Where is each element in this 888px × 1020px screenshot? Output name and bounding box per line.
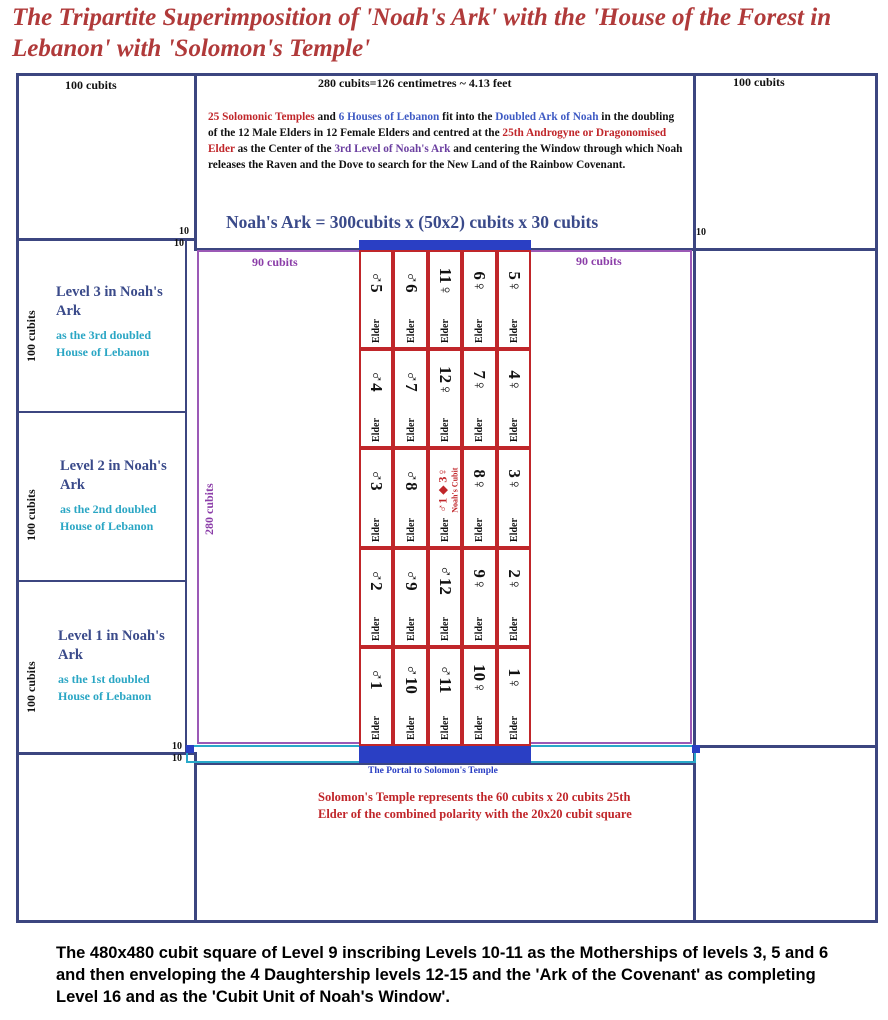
bottom-center-box [194,762,696,923]
center-elder-symbol [434,456,460,525]
marker-ten-bottom-left: 10 [172,741,182,752]
elder-word: Elder [405,616,417,641]
elder-word: Elder [508,616,520,641]
elder-symbol: 6♀ [470,271,490,293]
elder-symbol: 2♀ [504,568,524,591]
level-1-sub: as the 1st doubled House of Lebanon [58,672,152,703]
elder-word: Elder [474,616,486,641]
elder-cell [393,647,427,746]
elder-symbol: ♂11 [435,664,455,694]
center-elder-caption: Noah's Cubit [450,468,459,514]
portal-bar-right [692,745,700,753]
portal-bar-left [186,745,194,753]
desc-25th-elder: 25th Androgyne or Dragonomised Elder [208,127,667,155]
elder-symbol: 4♀ [504,370,524,392]
elder-word: Elder [474,319,486,344]
elder-cell [462,548,496,647]
elder-cell [359,647,393,746]
elder-symbol: ♂6 [401,271,421,293]
right-middle-box [693,248,878,748]
elder-word: Elder [371,517,383,542]
elder-symbol: 5♀ [504,271,524,293]
elder-word: Elder [474,716,486,740]
elder-symbol: ♂2 [367,568,387,591]
desc-3rd-level: 3rd Level of Noah's Ark [334,143,451,155]
elder-word: Elder [474,418,486,443]
desc-part-10: and centering the Window through which Noah releases the Raven and the Dove to search for the New Land of the Rainbow Covenant. [208,143,683,171]
marker-ten-top-left: 10 [179,226,189,237]
elder-word: Elder [439,716,451,740]
elder-symbol: 10♀ [470,663,490,694]
elder-symbol: 9♀ [470,568,490,591]
elder-symbol: 7♀ [470,370,490,392]
inner-height-label: 280 cubits [202,483,216,535]
elder-symbol: ♂1 [367,668,387,690]
elder-word: Elder [439,319,451,344]
elder-cell [497,548,531,647]
ark-formula: Noah's Ark = 300cubits x (50x2) cubits x 30 cubits [226,212,599,232]
elder-word: Elder [508,517,520,542]
elder-cell [497,250,531,349]
elder-cell [497,647,531,746]
elder-cell [462,349,496,448]
elder-word: Elder [508,716,520,740]
level-2-block [60,457,172,535]
elder-symbol: ♂7 [401,370,421,392]
elder-cell [462,250,496,349]
elder-symbol: ♂5 [367,271,387,293]
temple-column [359,240,531,763]
elder-symbol: ♂10 [401,663,421,694]
bottom-right-box [693,745,878,923]
desc-doubled-ark: Doubled Ark of Noah [495,111,599,123]
desc-temples: 25 Solomonic Temples [208,111,315,123]
elder-word: Elder [508,319,520,344]
elder-cell [462,647,496,746]
level-divider-2 [16,580,187,582]
desc-houses: 6 Houses of Lebanon [338,111,440,123]
desc-part-8: as the Center of the [234,143,335,155]
elder-symbol: ♂9 [401,568,421,591]
elder-cell [359,250,393,349]
elder-symbol: ♂12 [435,564,455,595]
marker-ten-bottom-left-2: 10 [172,753,182,764]
left-width-label: 90 cubits [252,255,298,269]
elder-cell [393,548,427,647]
elder-word: Elder [439,616,451,641]
elder-symbol: 8♀ [470,469,490,492]
elder-cell [393,250,427,349]
elder-word: Elder [371,418,383,443]
level-3-side-label: 100 cubits [24,310,38,362]
elder-cell [428,548,462,647]
elder-symbol: ♂3 [367,469,387,492]
elder-cell [497,349,531,448]
level-3-sub: as the 3rd doubled House of Lebanon [56,328,152,359]
elder-cell [359,548,393,647]
elder-word: Elder [508,418,520,443]
level-2-title: Level 2 in Noah's Ark [60,458,167,493]
level-1-block [58,627,170,705]
elder-symbol: ♂4 [367,370,387,392]
level-1-side-label: 100 cubits [24,661,38,713]
portal-label: The Portal to Solomon's Temple [368,766,498,776]
temple-description: Solomon's Temple represents the 60 cubits x 20 cubits 25th Elder of the combined polarity with the 20x20 cubit square [318,790,632,821]
elder-word: Elder [474,517,486,542]
elder-word: Elder [405,716,417,740]
page-title: The Tripartite Superimposition of 'Noah's Ark' with the 'House of the Forest in Lebanon' with 'Solomon's Temple' [12,4,832,62]
right-width-label: 90 cubits [576,254,622,268]
level-2-sub: as the 2nd doubled House of Lebanon [60,502,157,533]
marker-ten-top-right: 10 [696,227,706,238]
elder-cell [359,349,393,448]
top-center-cubits: 280 cubits=126 centimetres ~ 4.13 feet [318,76,512,90]
top-left-cubits: 100 cubits [65,78,117,92]
elder-word: Elder [405,319,417,344]
top-right-box [693,73,878,251]
elder-word: Elder [371,716,383,740]
level-divider-1 [16,411,187,413]
elder-cell [359,448,393,547]
elder-cell [428,448,462,547]
elder-word: Elder [371,616,383,641]
elder-word: Elder [371,319,383,344]
elder-word: Elder [439,517,451,542]
desc-part-2: and [314,111,339,123]
elder-cell [428,647,462,746]
elder-grid [359,250,531,746]
elder-cell [428,349,462,448]
level-1-title: Level 1 in Noah's Ark [58,628,165,663]
elder-cell [393,448,427,547]
elder-word: Elder [439,418,451,443]
elder-word: Elder [405,418,417,443]
top-right-cubits: 100 cubits [733,75,785,89]
elder-symbol: 12♀ [435,366,455,397]
elder-word: Elder [405,517,417,542]
elder-symbol: 3♀ [504,469,524,492]
elder-symbol: 1♀ [504,668,524,690]
elder-cell [393,349,427,448]
elder-symbol: 11♀ [435,267,455,297]
desc-part-6: in the doubling of the 12 Male Elders in 12 Female Elders and centred at the [208,111,675,139]
bottom-left-box [16,752,197,923]
desc-part-4: fit into the [439,111,496,123]
temple-bottom-bar [359,744,531,763]
level-3-title: Level 3 in Noah's Ark [56,284,163,319]
elder-symbol: ♂8 [401,469,421,492]
level-3-block [56,283,176,361]
center-elder-main: ♂1 ◆ 3♀ [435,468,449,514]
marker-ten-top-left-2: 10 [174,238,184,249]
top-left-box [16,73,197,241]
bottom-caption: The 480x480 cubit square of Level 9 inscribing Levels 10-11 as the Motherships of levels 3, 5 and 6 and then enveloping the 4 Daughtership levels 12-15 and the 'Ark of the Covenant' as completing Level 16 and as the 'Cubit Unit of Noah's Window'. [56,944,829,1006]
level-2-side-label: 100 cubits [24,489,38,541]
temple-top-bar [359,240,531,250]
elder-cell [428,250,462,349]
elder-cell [497,448,531,547]
elder-cell [462,448,496,547]
top-description [208,109,686,173]
